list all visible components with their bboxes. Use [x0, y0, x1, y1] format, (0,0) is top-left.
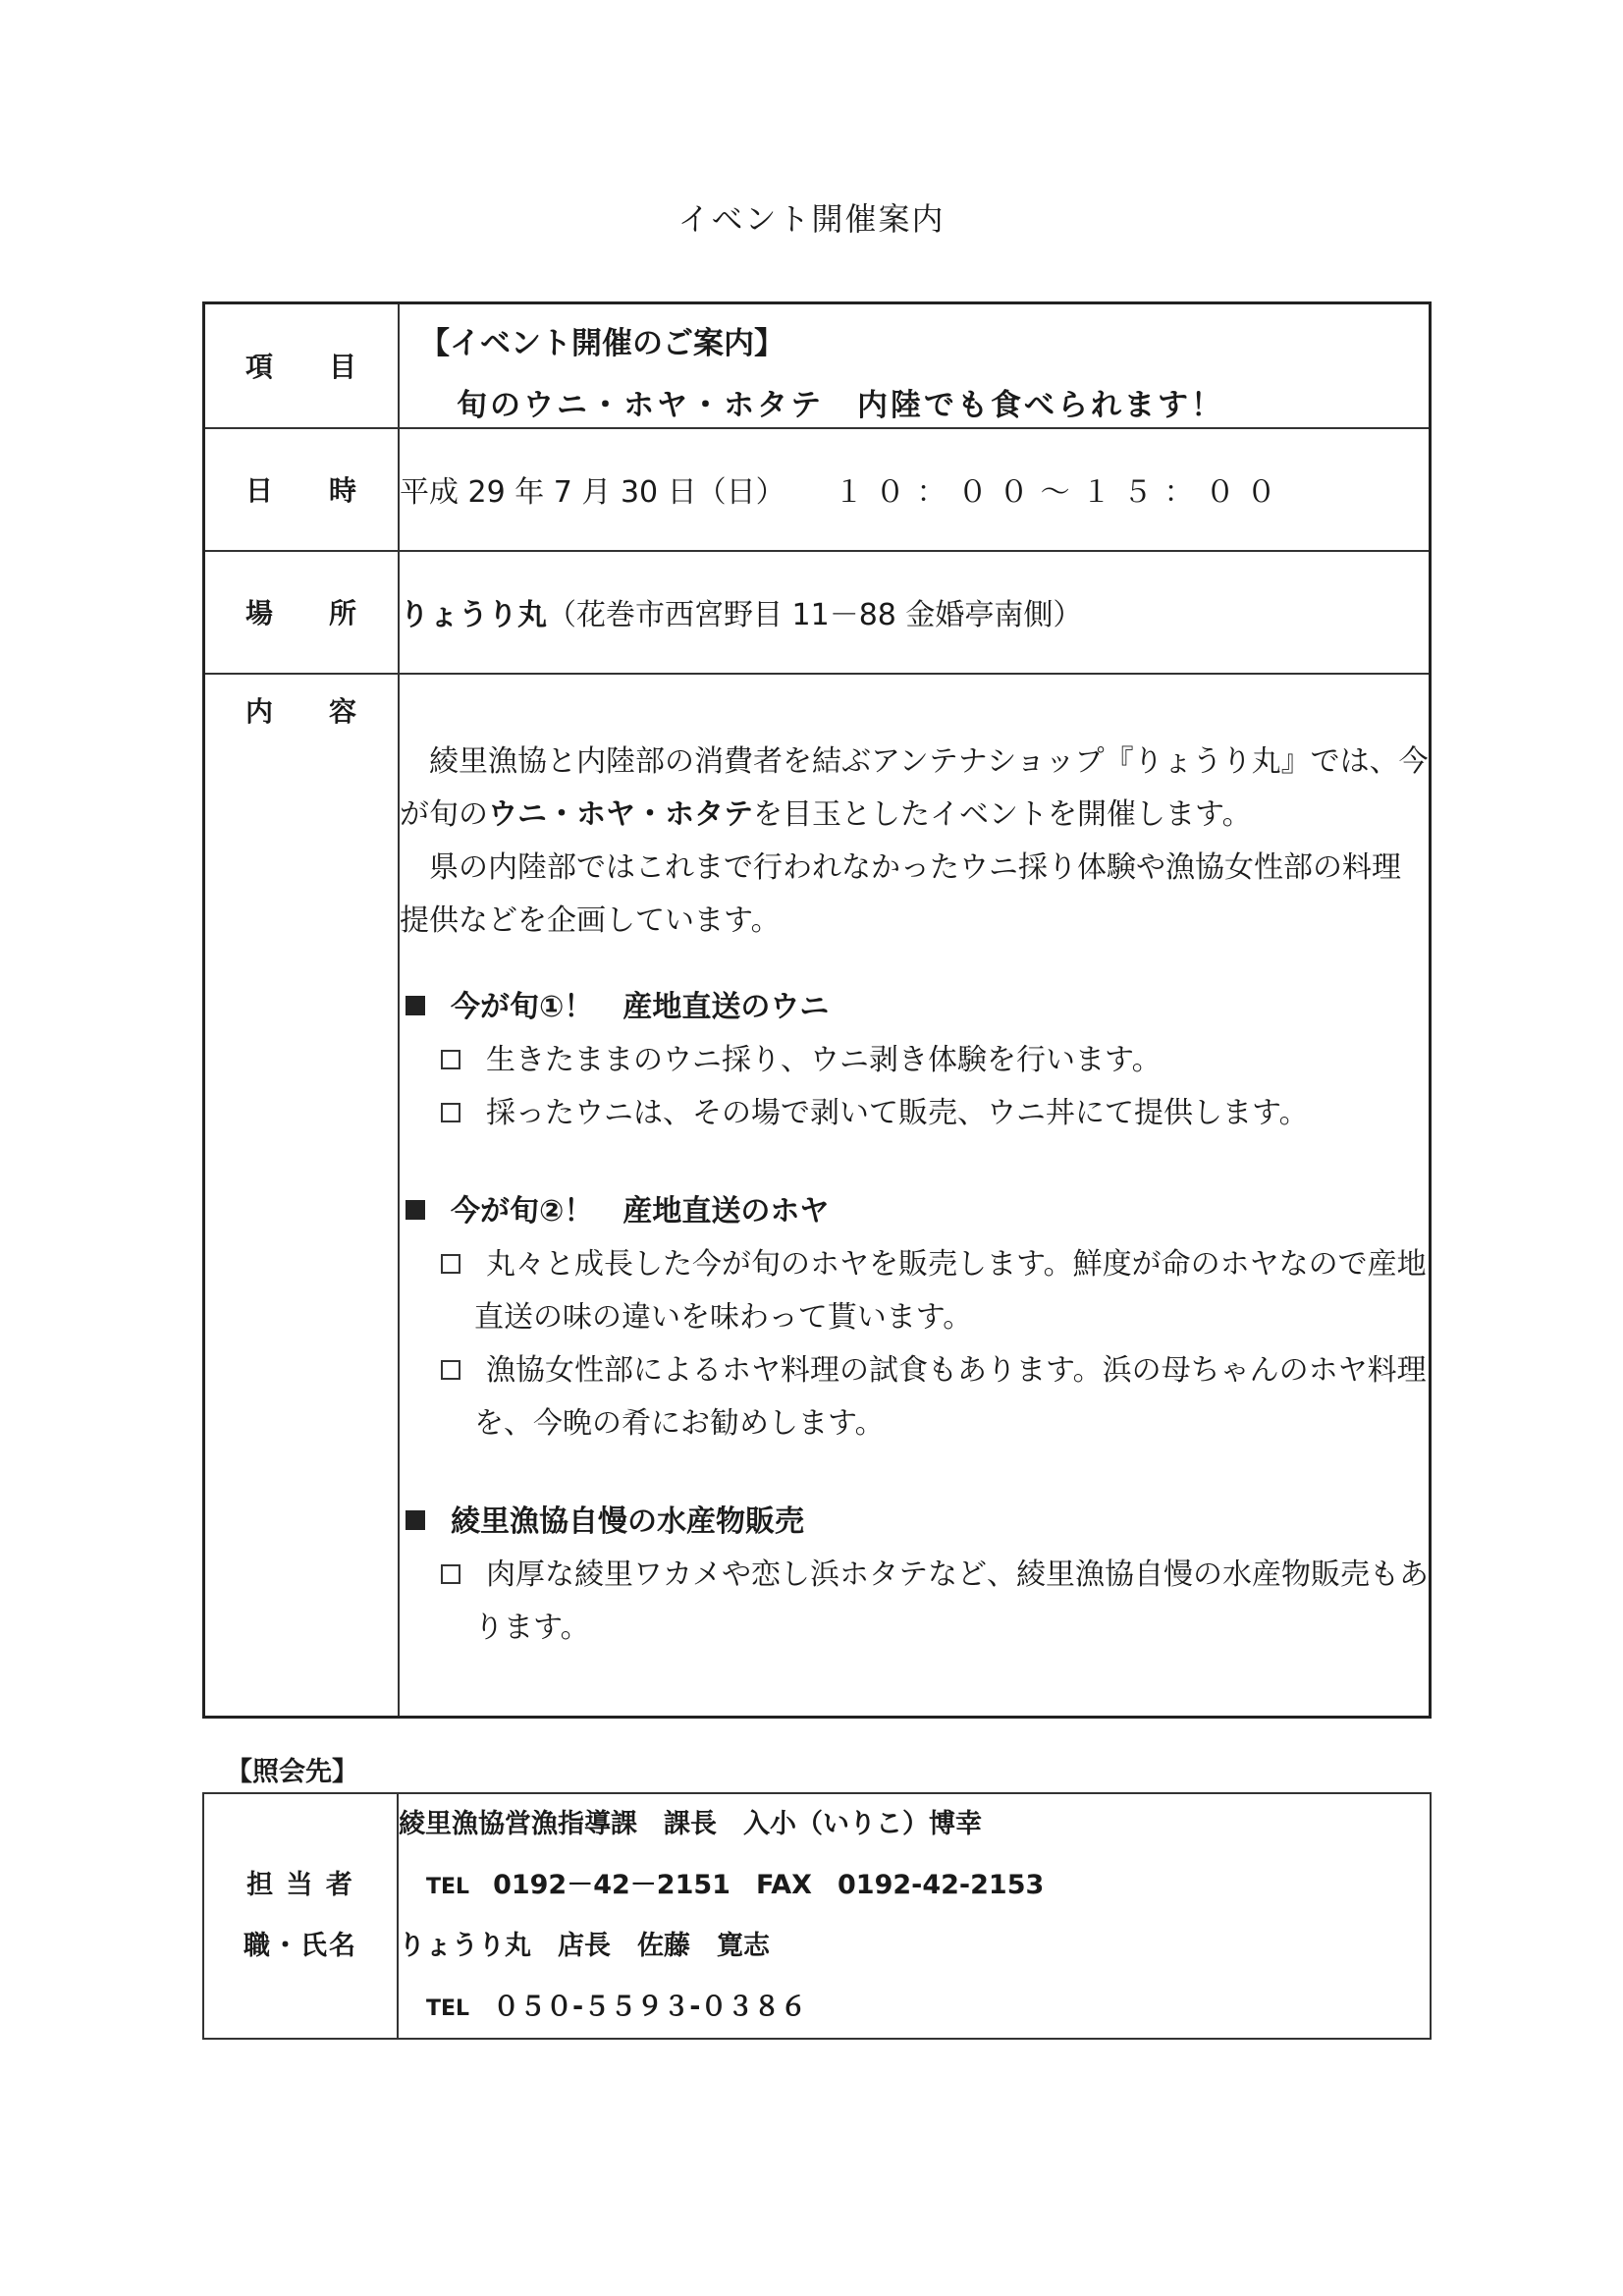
checkbox-bullet-icon	[441, 1360, 460, 1380]
intro-paragraph-2: 県の内陸部ではこれまで行われなかったウニ採り体験や漁協女性部の料理提供などを企画しています。	[400, 849, 1401, 938]
contact-label: 担 当 者 職・氏名	[203, 1793, 398, 2039]
contact-details	[398, 1793, 1431, 2039]
contact-person-1: 綾里漁協営漁指導課 課長 入小（いりこ）博幸	[399, 1809, 982, 1839]
contact-table	[202, 1792, 1432, 2040]
list-item: 生きたままのウニ採り、ウニ剥き体験を行います。	[435, 1034, 1429, 1087]
event-time: １０：００〜１５：００	[834, 475, 1288, 510]
list-item: 肉厚な綾里ワカメや恋し浜ホタテなど、綾里漁協自慢の水産物販売もあります。	[435, 1549, 1429, 1655]
checkbox-bullet-icon	[441, 1564, 460, 1584]
list-item: 丸々と成長した今が旬のホヤを販売します。鮮度が命のホヤなので産地直送の味の違いを味わって貰います。	[435, 1238, 1429, 1344]
list-item: 漁協女性部によるホヤ料理の試食もあります。浜の母ちゃんのホヤ料理を、今晩の肴にお勧めします。	[435, 1344, 1429, 1450]
datetime-label: 日 時	[204, 428, 400, 551]
content-label: 内 容	[204, 674, 400, 1718]
subject-title: 旬のウニ・ホヤ・ホタテ 内陸でも食べられます！	[457, 388, 1224, 423]
datetime-row	[204, 428, 1431, 551]
section-heading-uni: 今が旬①！ 産地直送のウニ	[400, 981, 1429, 1034]
page-title: イベント開催案内	[677, 200, 946, 238]
venue-address: （花巻市西宮野目 11－88 金婚亭南側）	[547, 598, 1083, 632]
checkbox-bullet-icon	[441, 1050, 460, 1069]
checkbox-bullet-icon	[441, 1103, 460, 1122]
event-date: 平成 29 年 7 月 30 日（日）	[400, 475, 785, 510]
subject-row	[204, 303, 1431, 428]
contact-phone-1: TEL 0192－42－2151 FAX 0192-42-2153	[426, 1870, 1045, 1900]
section-heading-hoya: 今が旬②！ 産地直送のホヤ	[400, 1185, 1429, 1238]
intro-paragraph-1: 綾里漁協と内陸部の消費者を結ぶアンテナショップ『りょうり丸』では、今が旬のウニ・ホヤ・ホタテを目玉としたイベントを開催します。	[400, 743, 1429, 832]
section-heading-products: 綾里漁協自慢の水産物販売	[400, 1496, 1429, 1549]
venue-row	[204, 551, 1431, 674]
contact-person-2: りょうり丸 店長 佐藤 寛志	[399, 1931, 770, 1961]
event-info-table	[202, 301, 1432, 1719]
checkbox-bullet-icon	[441, 1254, 460, 1274]
square-bullet-icon	[406, 1200, 425, 1220]
inquiry-heading: 【照会先】	[226, 1757, 358, 1787]
list-item: 採ったウニは、その場で剥いて販売、ウニ丼にて提供します。	[435, 1087, 1429, 1140]
square-bullet-icon	[406, 996, 425, 1015]
square-bullet-icon	[406, 1510, 425, 1530]
subject-label: 項 目	[204, 303, 400, 428]
contact-phone-2: TEL ０５０-５５９３-０３８６	[426, 1992, 807, 2022]
subject-heading: 【イベント開催のご案内】	[419, 326, 784, 361]
venue-label: 場 所	[204, 551, 400, 674]
content-row	[204, 674, 1431, 1718]
venue-name: りょうり丸	[400, 598, 547, 632]
